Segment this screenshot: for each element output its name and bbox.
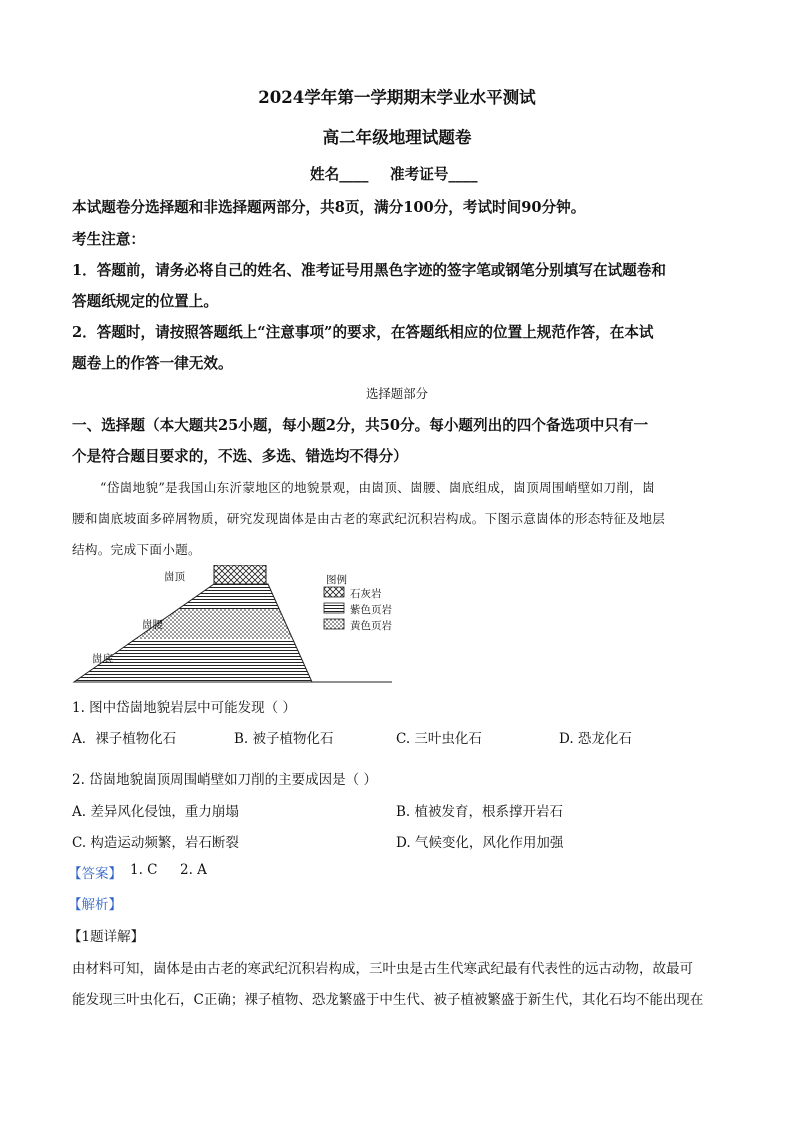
question-1-option-c: C. 三叶虫化石 [396,731,482,747]
detail-line-2: 能发现三叶虫化石，C正确；裸子植物、恐龙繁盛于中生代、被子植被繁盛于新生代，其化石均不能出现在 [72,992,704,1008]
passage-line-2: 腰和崮底坡面多碎屑物质，研究发现崮体是由古老的寒武纪沉积岩构成。下图示意崮体的形态特征及地层 [72,511,666,526]
section-heading-line-2: 个是符合题目要求的，不选、多选、错选均不得分） [72,448,408,465]
detail-label: 【1题详解】 [68,929,145,945]
section-heading-line-1: 一、选择题（本大题共25小题，每小题2分，共50分。每小题列出的四个备选项中只有一 [72,417,649,434]
exam-title: 2024学年第一学期期末学业水平测试 [258,87,536,107]
question-2-option-a: A. 差异风化侵蚀，重力崩塌 [72,804,239,820]
label-mesa-top: 崮顶 [164,571,185,583]
legend-swatch-limestone [324,587,344,597]
notice-item-2-line-2: 题卷上的作答一律无效。 [72,355,233,372]
part-title: 选择题部分 [365,386,429,401]
answer-q1: 1. C [130,862,158,878]
question-1-option-b: B. 被子植物化石 [234,731,334,747]
mesa-cross-section-figure [72,565,412,685]
question-2-option-c: C. 构造运动频繁，岩石断裂 [72,835,239,851]
legend-swatch-purple-shale [324,603,344,613]
label-mesa-waist: 崮腰 [142,619,163,631]
limestone-cap [214,565,266,584]
notice-heading: 考生注意： [72,231,145,248]
question-1-option-a: A．裸子植物化石 [72,731,177,747]
question-2-stem: 2. 岱崮地貌崮顶周围峭壁如刀削的主要成因是（ ） [72,772,377,788]
name-field-label: 姓名____ [310,166,369,183]
question-2-option-d: D. 气候变化，风化作用加强 [396,835,564,851]
detail-line-1: 由材料可知，崮体是由古老的寒武纪沉积岩构成，三叶虫是古生代寒武纪最有代表性的远古动物，故最可 [72,961,693,977]
analysis-label: 【解析】 [68,897,122,913]
notice-item-2-line-1: 2．答题时，请按照答题纸上“注意事项”的要求，在答题纸相应的位置上规范作答，在本试 [72,324,654,341]
legend-title: 图例 [326,574,347,586]
intro-text: 本试题卷分选择题和非选择题两部分，共8页，满分100分，考试时间90分钟。 [72,199,586,216]
answer-label: 【答案】 [68,866,122,882]
answer-q2: 2. A [180,862,207,878]
legend-label-purple-shale: 紫色页岩 [350,604,392,616]
notice-item-1-line-2: 答题纸规定的位置上。 [72,293,218,310]
question-2-option-b: B. 植被发育，根系撑开岩石 [396,804,564,820]
question-1-stem: 1. 图中岱崮地貌岩层中可能发现（ ） [72,700,296,716]
question-1-option-d: D. 恐龙化石 [559,731,632,747]
legend-label-limestone: 石灰岩 [350,588,382,600]
exam-id-field-label: 准考证号____ [390,166,478,183]
legend-swatch-yellow-shale [324,619,344,629]
legend-label-yellow-shale: 黄色页岩 [350,620,392,632]
exam-subtitle: 高二年级地理试题卷 [322,127,472,147]
passage-line-3: 结构。完成下面小题。 [72,542,201,557]
passage-line-1: “岱崮地貌”是我国山东沂蒙地区的地貌景观，由崮顶、崮腰、崮底组成，崮顶周围峭壁如刀削，崮 [100,480,656,495]
notice-item-1-line-1: 1．答题前，请务必将自己的姓名、准考证号用黑色字迹的签字笔或钢笔分别填写在试题卷和 [72,262,666,279]
label-mesa-base: 崮底 [92,653,113,665]
